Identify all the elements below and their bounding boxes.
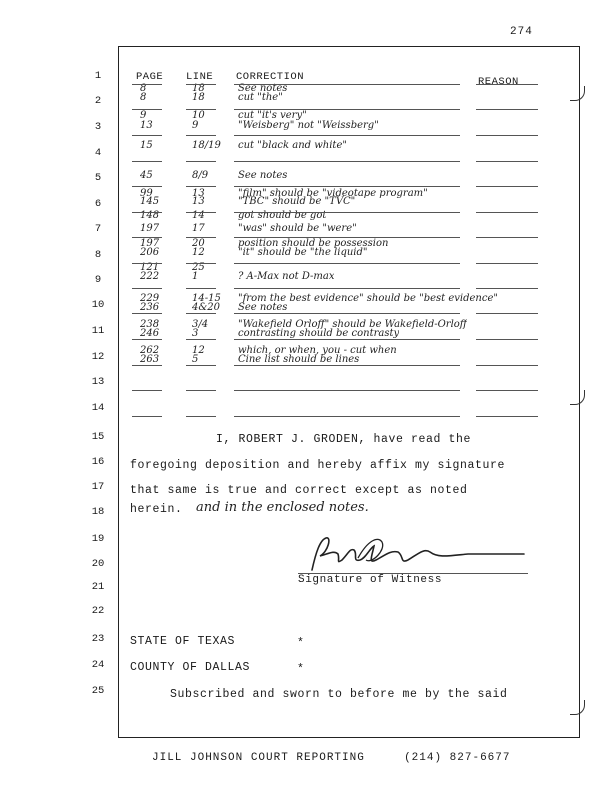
errata-line: 25 — [192, 262, 205, 273]
errata-line: 8/9 — [192, 170, 209, 181]
form-rule — [132, 237, 162, 238]
form-rule — [234, 237, 460, 238]
form-rule — [234, 390, 460, 391]
errata-page: 148 — [140, 210, 160, 221]
errata-line: 18 — [192, 92, 205, 103]
errata-page: 238 — [140, 319, 160, 330]
errata-correction: See notes — [238, 170, 288, 181]
cert-line-16: foregoing deposition and hereby affix my signature — [130, 459, 506, 472]
county-marker: * — [297, 663, 305, 676]
form-rule — [132, 135, 162, 136]
errata-correction: See notes — [238, 302, 288, 313]
cert-line-18: herein. — [130, 503, 183, 516]
form-rule — [234, 288, 460, 289]
errata-line: 14 — [192, 210, 205, 221]
binder-mark — [570, 390, 585, 405]
errata-page: 13 — [140, 120, 153, 131]
form-rule — [476, 263, 538, 264]
header-line: LINE — [186, 71, 214, 83]
form-rule — [476, 416, 538, 417]
errata-line: 1 — [192, 271, 199, 282]
line-number: 7 — [94, 223, 102, 235]
subscribed-text: Subscribed and sworn to before me by the said — [170, 688, 508, 701]
form-rule — [186, 263, 216, 264]
form-rule — [132, 186, 162, 187]
form-rule — [186, 84, 216, 85]
form-rule — [132, 390, 162, 391]
header-page: PAGE — [136, 71, 164, 83]
line-number: 8 — [94, 249, 102, 261]
form-rule — [476, 135, 538, 136]
line-number: 18 — [91, 506, 105, 518]
errata-page: 8 — [140, 83, 147, 94]
errata-correction: "it" should be "the liquid" — [238, 247, 368, 258]
form-rule — [476, 313, 538, 314]
errata-line: 17 — [192, 223, 205, 234]
line-number: 9 — [94, 274, 102, 286]
line-number: 20 — [91, 558, 105, 570]
line-number: 4 — [94, 147, 102, 159]
form-rule — [476, 186, 538, 187]
errata-line: 18 — [192, 83, 205, 94]
errata-correction: contrasting should be contrasty — [238, 328, 400, 339]
errata-line: 13 — [192, 196, 205, 207]
errata-line: 20 — [192, 238, 205, 249]
form-rule — [476, 161, 538, 162]
errata-correction: "Wakefield Orloff" should be Wakefield-Orloff — [238, 319, 467, 330]
errata-correction: "was" should be "were" — [238, 223, 357, 234]
witness-signature — [298, 530, 528, 578]
form-rule — [132, 84, 162, 85]
county-label: COUNTY OF DALLAS — [130, 661, 251, 674]
form-rule — [476, 84, 538, 85]
errata-page: 197 — [140, 223, 160, 234]
errata-correction: cut "the" — [238, 92, 283, 103]
errata-line: 4&20 — [192, 302, 220, 313]
form-rule — [186, 416, 216, 417]
form-rule — [234, 135, 460, 136]
errata-page: 246 — [140, 328, 160, 339]
errata-line: 14-15 — [192, 293, 221, 304]
form-rule — [234, 212, 460, 213]
header-reason: REASON — [478, 76, 519, 88]
errata-page: 222 — [140, 271, 160, 282]
errata-page: 263 — [140, 354, 160, 365]
errata-correction: "film" should be "videotape program" — [238, 188, 428, 199]
errata-page: 9 — [140, 110, 147, 121]
footer — [152, 752, 510, 764]
form-rule — [476, 390, 538, 391]
line-number: 1 — [94, 70, 102, 82]
errata-line: 3/4 — [192, 319, 209, 330]
form-rule — [476, 365, 538, 366]
form-rule — [132, 339, 162, 340]
form-rule — [186, 109, 216, 110]
form-rule — [186, 237, 216, 238]
line-number: 12 — [91, 351, 105, 363]
form-rule — [234, 109, 460, 110]
errata-line: 12 — [192, 247, 205, 258]
line-number: 10 — [91, 299, 105, 311]
form-rule — [186, 365, 216, 366]
cert-line-15: I, ROBERT J. GRODEN, have read the — [216, 433, 472, 446]
errata-correction: "Weisberg" not "Weissberg" — [238, 120, 379, 131]
line-number: 16 — [91, 456, 105, 468]
form-rule — [234, 339, 460, 340]
errata-page: 145 — [140, 196, 160, 207]
errata-correction: See notes — [238, 83, 288, 94]
line-number: 11 — [91, 325, 105, 337]
header-correction: CORRECTION — [236, 71, 305, 83]
line-number: 21 — [91, 581, 105, 593]
errata-correction: which, or when, you - cut when — [238, 345, 397, 356]
line-number: 3 — [94, 121, 102, 133]
errata-correction: ? A-Max not D-max — [238, 271, 335, 282]
errata-page: 121 — [140, 262, 160, 273]
line-number: 13 — [91, 376, 105, 388]
errata-correction: position should be possession — [238, 238, 389, 249]
form-rule — [132, 109, 162, 110]
errata-line: 13 — [192, 188, 205, 199]
form-rule — [234, 263, 460, 264]
line-number: 24 — [91, 659, 105, 671]
errata-line: 9 — [192, 120, 199, 131]
state-label: STATE OF TEXAS — [130, 635, 236, 648]
form-rule — [234, 365, 460, 366]
form-rule — [186, 161, 216, 162]
errata-line: 3 — [192, 328, 199, 339]
errata-page: 262 — [140, 345, 160, 356]
errata-correction: cut "it's very" — [238, 110, 307, 121]
form-rule — [186, 186, 216, 187]
errata-line: 12 — [192, 345, 205, 356]
form-rule — [476, 109, 538, 110]
line-number: 22 — [91, 605, 105, 617]
errata-correction: got should be got — [238, 210, 327, 221]
page-number: 274 — [510, 26, 533, 38]
form-rule — [132, 212, 162, 213]
form-rule — [476, 237, 538, 238]
form-rule — [476, 288, 538, 289]
line-number: 2 — [94, 95, 102, 107]
line-number: 15 — [91, 431, 105, 443]
cert-handwritten-note: and in the enclosed notes. — [196, 500, 369, 515]
errata-correction: Cine list should be lines — [238, 354, 360, 365]
errata-line: 10 — [192, 110, 205, 121]
errata-page: 15 — [140, 140, 153, 151]
errata-page: 8 — [140, 92, 147, 103]
binder-mark — [570, 700, 585, 715]
line-number: 25 — [91, 685, 105, 697]
form-rule — [186, 339, 216, 340]
line-number: 6 — [94, 198, 102, 210]
errata-correction: "TBC" should be "TVC" — [238, 196, 356, 207]
footer-phone: (214) 827-6677 — [404, 752, 511, 764]
line-number: 17 — [91, 481, 105, 493]
line-number: 5 — [94, 172, 102, 184]
form-rule — [186, 135, 216, 136]
errata-correction: "from the best evidence" should be "best evidence" — [238, 293, 498, 304]
errata-page: 236 — [140, 302, 160, 313]
form-rule — [234, 313, 460, 314]
form-rule — [476, 212, 538, 213]
line-number: 23 — [91, 633, 105, 645]
line-number: 14 — [91, 402, 105, 414]
form-rule — [476, 339, 538, 340]
form-rule — [132, 313, 162, 314]
state-marker: * — [297, 637, 305, 650]
errata-page: 229 — [140, 293, 160, 304]
form-rule — [234, 416, 460, 417]
form-rule — [186, 288, 216, 289]
binder-mark — [570, 86, 585, 101]
errata-correction: cut "black and white" — [238, 140, 347, 151]
signature-label: Signature of Witness — [298, 574, 443, 586]
form-rule — [234, 84, 460, 85]
errata-line: 18/19 — [192, 140, 221, 151]
form-rule — [234, 161, 460, 162]
form-rule — [132, 288, 162, 289]
form-rule — [186, 390, 216, 391]
form-rule — [132, 161, 162, 162]
line-number: 19 — [91, 533, 105, 545]
errata-line: 5 — [192, 354, 199, 365]
errata-page: 197 — [140, 238, 160, 249]
cert-line-17: that same is true and correct except as noted — [130, 484, 468, 497]
errata-page: 206 — [140, 247, 160, 258]
errata-page: 45 — [140, 170, 153, 181]
form-rule — [234, 186, 460, 187]
errata-page: 99 — [140, 188, 153, 199]
form-rule — [186, 212, 216, 213]
footer-company: JILL JOHNSON COURT REPORTING — [152, 752, 365, 764]
form-rule — [186, 313, 216, 314]
form-rule — [132, 263, 162, 264]
form-rule — [132, 365, 162, 366]
form-rule — [132, 416, 162, 417]
